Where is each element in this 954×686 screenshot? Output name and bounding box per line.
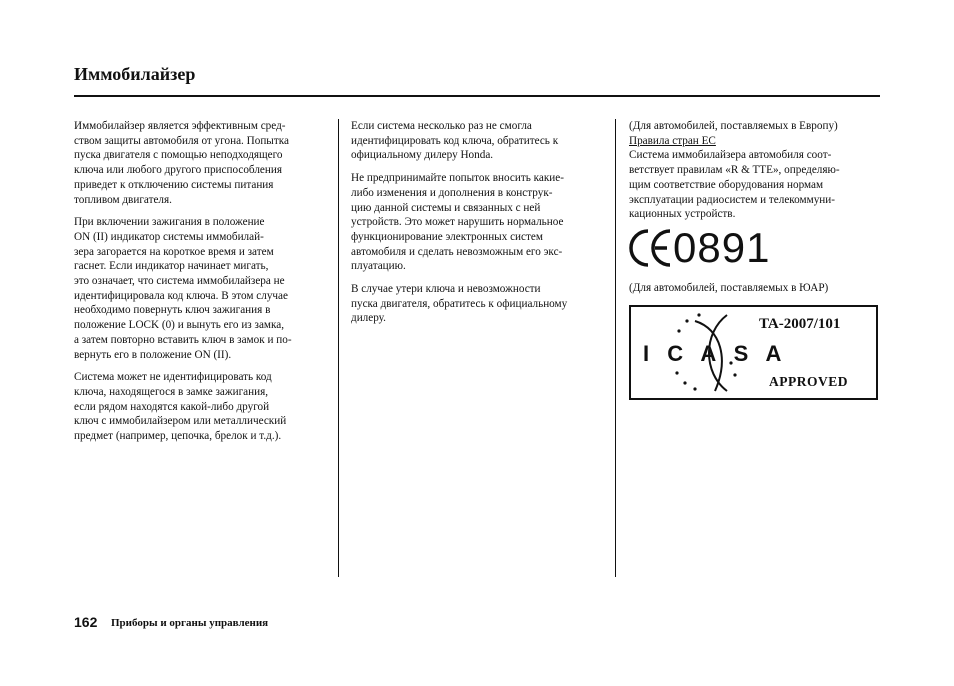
eu-note: (Для автомобилей, поставляемых в Европу)	[629, 120, 838, 132]
icasa-code: TA-2007/101	[759, 316, 841, 332]
sa-note: (Для автомобилей, поставляемых в ЮАР)	[629, 282, 829, 294]
paragraph: Иммобилайзер является эффективным сред- ством защиты автомобиля от угона. Попытка пуска двигателя с помощью неподходящего ключа или любого другого приспособления приведет к отключению системы питания топливом двигателя.	[74, 120, 289, 206]
ce-logo-icon	[629, 225, 673, 271]
paragraph: Система может не идентифицировать код ключа, находящегося в замке зажигания, если рядом находятся какой-либо другой ключ с иммобилайзером или металлический предмет (например, цепочка, брелок и т.д.).	[74, 371, 287, 443]
ce-mark	[629, 225, 769, 271]
column-divider-2	[615, 119, 616, 577]
column-2	[351, 119, 607, 334]
column-divider-1	[338, 119, 339, 577]
page-title: Иммобилайзер	[74, 64, 196, 84]
icasa-approval-label	[629, 305, 878, 400]
column-1	[74, 119, 336, 452]
eu-text: Система иммобилайзера автомобиля соот- ветствует правилам «R & TTE», определяю- щим соответствие оборудования нормам эксплуатации радиосистем и телекоммуни- кационных устройств.	[629, 149, 840, 221]
section-title: Приборы и органы управления	[111, 617, 269, 629]
icasa-status: APPROVED	[769, 374, 848, 389]
paragraph: Не предпринимайте попыток вносить какие- либо изменения и дополнения в конструк- цию данной системы и связанных с ней устройств. Это может нарушить нормальное функционирование электронных систем автомобиля и сделать невозможным его экс- плуатацию.	[351, 172, 564, 273]
column-3	[629, 119, 881, 230]
paragraph: В случае утери ключа и невозможности пуска двигателя, обратитесь к официальному дилеру.	[351, 283, 568, 325]
eu-rules-heading: Правила стран ЕС	[629, 134, 716, 147]
paragraph: Если система несколько раз не смогла идентифицировать код ключа, обратитесь к официальному дилеру Honda.	[351, 120, 559, 162]
ce-mark-number: 0891	[673, 224, 771, 271]
title-rule	[74, 95, 880, 97]
page-number: 162	[74, 614, 98, 630]
icasa-letters: I C A S A	[643, 341, 788, 366]
paragraph: При включении зажигания в положение ON (II) индикатор системы иммобилай- зера загорается на короткое время и затем гаснет. Если индикатор начинает мигать, это означает, что система иммобилайзера не идентифицировала код ключа. В этом случае необходимо повернуть ключ зажигания в положение LOCK (0) и вынуть его из замка, а затем повторно вставить ключ в замок и по- вернуть его в положение ON (II).	[74, 216, 292, 361]
